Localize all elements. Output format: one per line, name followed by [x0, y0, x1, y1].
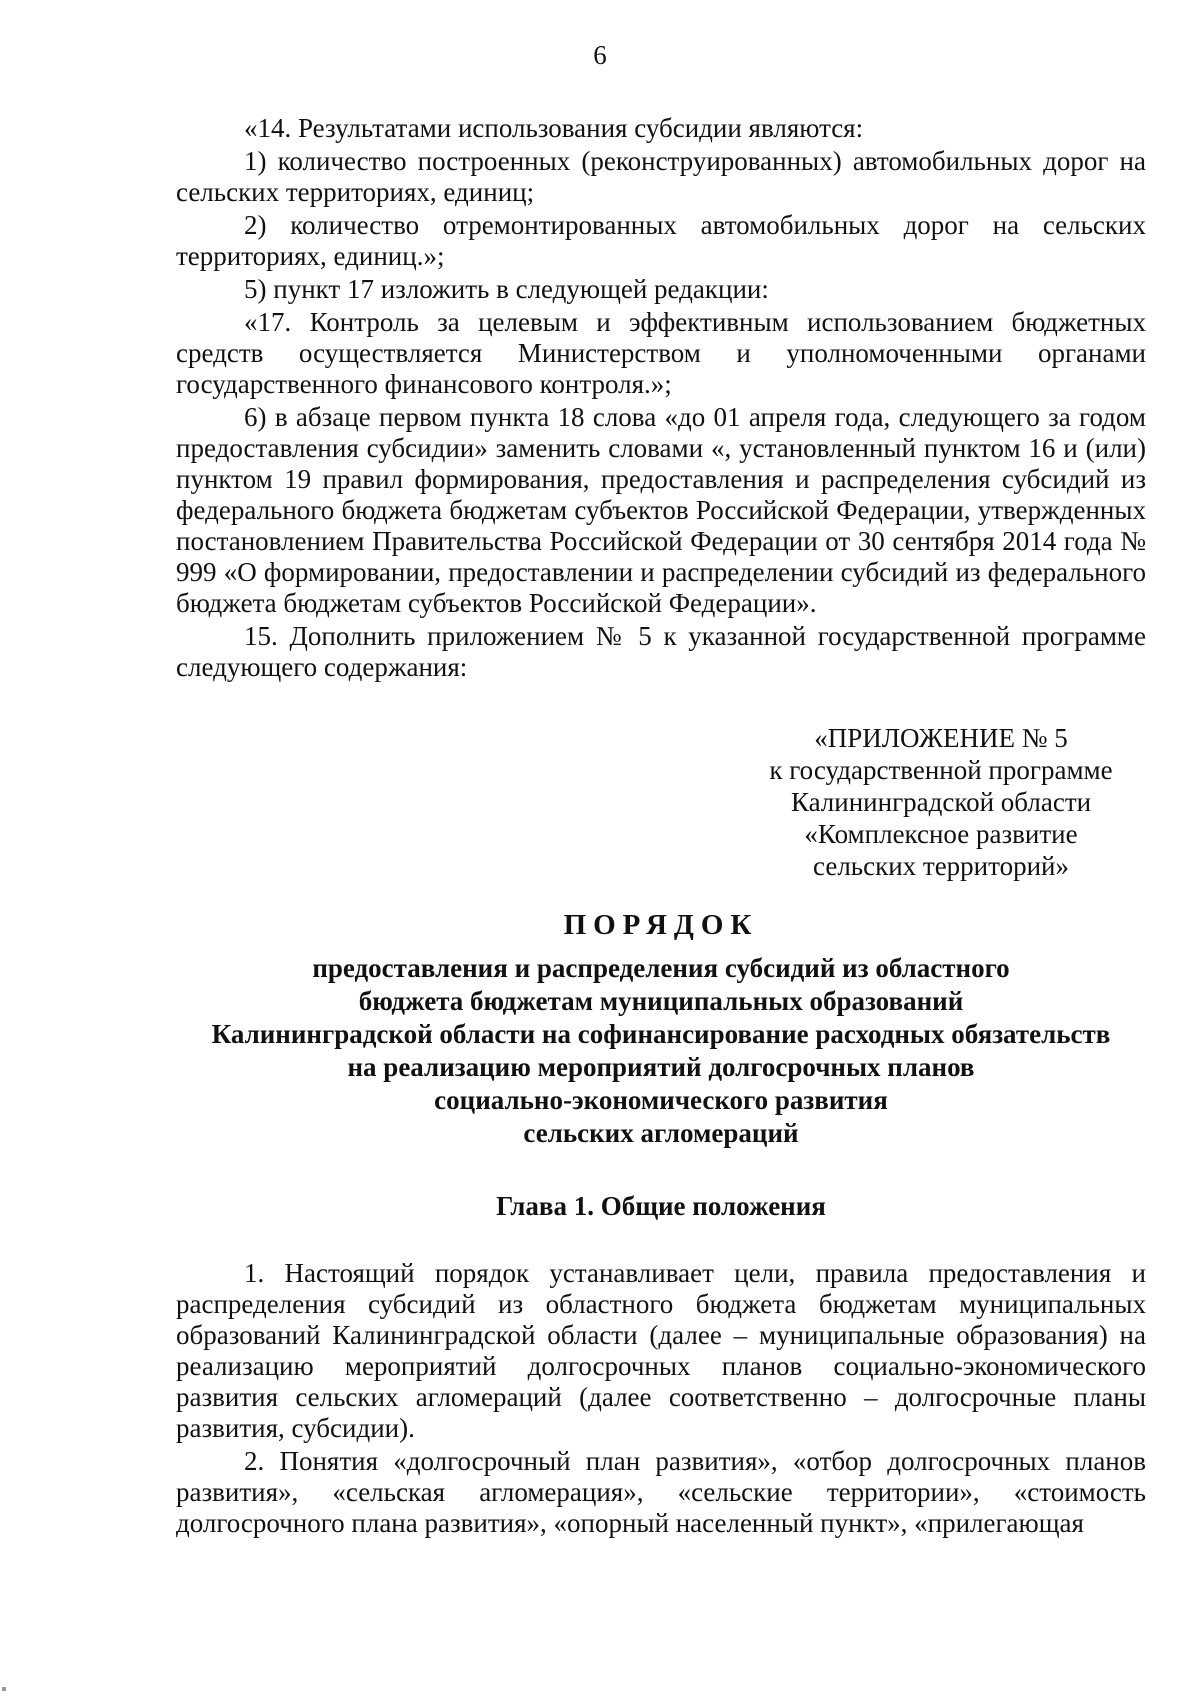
appendix-header — [176, 722, 1146, 882]
appendix-line: «Комплексное развитие — [804, 819, 1078, 849]
appendix-line: сельских территорий» — [813, 851, 1069, 881]
page-number: 6 — [593, 40, 607, 70]
paragraph-item-14-2: 2) количество отремонтированных автомобильных дорог на сельских территориях, единиц.»; — [176, 210, 1146, 271]
subtitle-line: Калининградской области на софинансирование расходных обязательств — [211, 1019, 1111, 1049]
appendix-line: Калининградской области — [790, 787, 1092, 817]
paragraph-amendment-15: 15. Дополнить приложением № 5 к указанной государственной программе следующего содержания: — [176, 621, 1146, 682]
appendix-line: «ПРИЛОЖЕНИЕ № 5 — [814, 723, 1068, 753]
paragraph-section-1: 1. Настоящий порядок устанавливает цели, правила предоставления и распределения субсидий из областного бюджета бюджетам муниципальных образований Калининградской области (далее – муниципальные образования) на реализацию мероприятий долгосрочных планов социально-экономического развития сельских агломераций (далее соответственно – долгосрочные планы развития, субсидии). — [176, 1258, 1146, 1443]
subtitle-line: бюджета бюджетам муниципальных образований — [358, 986, 964, 1016]
appendix-line: к государственной программе — [769, 755, 1113, 785]
chapter-heading: Глава 1. Общие положения — [496, 1191, 826, 1221]
paragraph-item-17: «17. Контроль за целевым и эффективным использованием бюджетных средств осуществляется Министерством и уполномоченными органами государственного финансового контроля.»; — [176, 307, 1146, 399]
paragraph-amendment-6: 6) в абзаце первом пункта 18 слова «до 01 апреля года, следующего за годом предоставления субсидии» заменить словами «, установленный пунктом 16 и (или) пунктом 19 правил формирования, предоставления и распределения субсидий из федерального бюджета бюджетам субъектов Российской Федерации, утвержденных постановлением Правительства Российской Федерации от 30 сентября 2014 года № 999 «О формировании, предоставлении и распределении субсидий из федерального бюджета бюджетам субъектов Российской Федерации». — [176, 402, 1146, 618]
document-title: ПОРЯДОК — [563, 909, 759, 941]
document-subtitle — [176, 952, 1146, 1150]
subtitle-line: социально-экономического развития — [434, 1085, 888, 1115]
subtitle-line: на реализацию мероприятий долгосрочных планов — [347, 1052, 975, 1082]
paragraph-amendment-5: 5) пункт 17 изложить в следующей редакции: — [244, 274, 769, 304]
paragraph-section-2: 2. Понятия «долгосрочный план развития», «отбор долгосрочных планов развития», «сельская агломерация», «сельские территории», «стоимость долгосрочного плана развития», «опорный населенный пункт», «прилегающая — [176, 1446, 1146, 1538]
scan-mark — [2, 1687, 6, 1691]
document-body — [176, 113, 1146, 1541]
subtitle-line: сельских агломераций — [523, 1118, 799, 1148]
subtitle-line: предоставления и распределения субсидий из областного — [312, 953, 1010, 983]
paragraph-item-14-1: 1) количество построенных (реконструированных) автомобильных дорог на сельских территориях, единиц; — [176, 146, 1146, 207]
paragraph-item-14-intro: «14. Результатами использования субсидии являются: — [244, 113, 864, 143]
